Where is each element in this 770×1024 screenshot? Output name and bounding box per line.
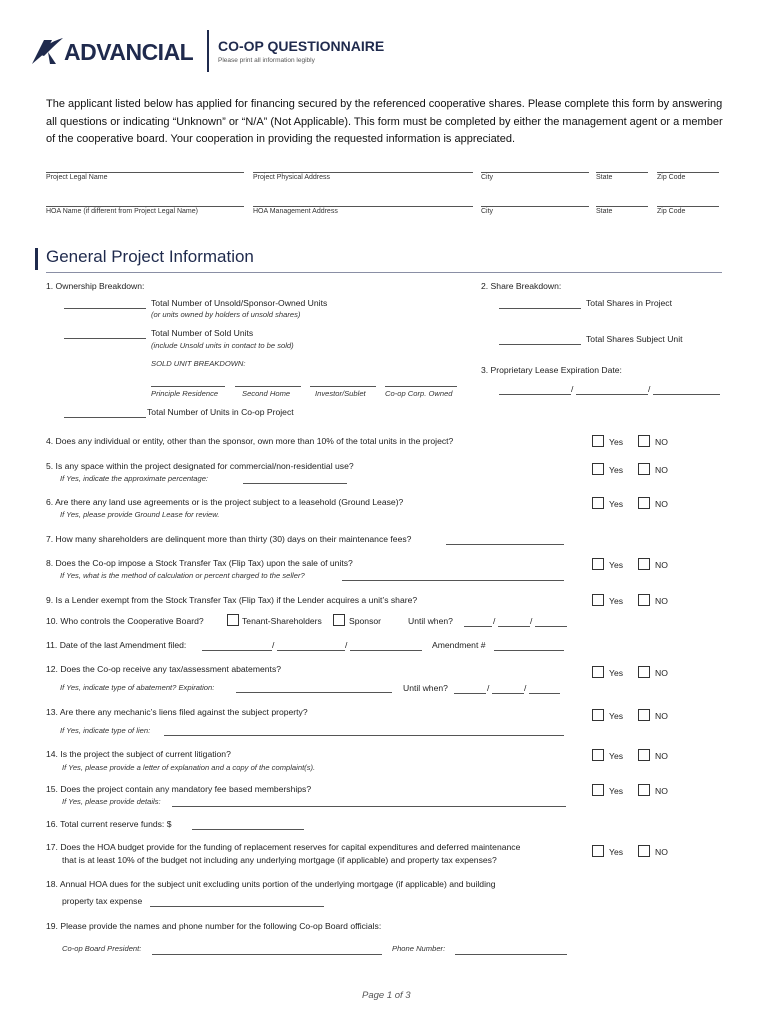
q5-yes-checkbox[interactable] — [592, 463, 604, 475]
yes-label: Yes — [609, 560, 624, 570]
q10-text: 10. Who controls the Cooperative Board? — [46, 616, 204, 626]
lease-year-input[interactable] — [653, 393, 720, 395]
state-field[interactable] — [596, 205, 648, 207]
q18-input[interactable] — [150, 905, 324, 907]
sold-units-label: Total Number of Sold Units — [151, 328, 254, 338]
q6-text: 6. Are there any land use agreements or is the project subject to a leasehold (Ground Lease)? — [46, 497, 404, 507]
date-slash: / — [345, 640, 348, 650]
principle-residence-input[interactable] — [151, 385, 225, 387]
tenant-shareholders-label: Tenant-Shareholders — [242, 616, 322, 626]
q13-no-checkbox[interactable] — [638, 709, 650, 721]
q9-no-checkbox[interactable] — [638, 594, 650, 606]
no-label: NO — [655, 711, 668, 721]
q7-input[interactable] — [446, 543, 564, 545]
yes-label: Yes — [609, 786, 624, 796]
yes-label: Yes — [609, 711, 624, 721]
q11-amendment-input[interactable] — [494, 649, 564, 651]
q19-phone-label: Phone Number: — [392, 944, 446, 953]
q8-no-checkbox[interactable] — [638, 558, 650, 570]
city-field[interactable] — [481, 171, 589, 173]
section-bar — [35, 248, 38, 270]
q11-month-input[interactable] — [202, 649, 272, 651]
field-label: City — [481, 208, 494, 215]
q11-text: 11. Date of the last Amendment filed: — [46, 640, 187, 650]
category-label: Second Home — [242, 389, 291, 398]
q10-year-input[interactable] — [535, 625, 567, 627]
q13-input[interactable] — [164, 734, 564, 736]
q12-year-input[interactable] — [529, 692, 560, 694]
president-name-input[interactable] — [152, 953, 382, 955]
no-label: NO — [655, 786, 668, 796]
president-phone-input[interactable] — [455, 953, 567, 955]
hoa-management-address-field[interactable] — [253, 205, 473, 207]
q8-sub: If Yes, what is the method of calculation or percent charged to the seller? — [60, 571, 305, 580]
zip-field[interactable] — [657, 205, 719, 207]
q12-text: 12. Does the Co-op receive any tax/assessment abatements? — [46, 664, 282, 674]
q15-yes-checkbox[interactable] — [592, 784, 604, 796]
field-label: HOA Name (if different from Project Legal Name) — [46, 208, 198, 215]
field-label: Zip Code — [657, 174, 686, 181]
q19-president-label: Co-op Board President: — [62, 944, 142, 953]
page-title: CO-OP QUESTIONNAIRE — [218, 38, 385, 54]
field-label: State — [596, 174, 613, 181]
date-slash: / — [648, 384, 651, 394]
page-number: Page 1 of 3 — [362, 990, 411, 1001]
field-label: City — [481, 174, 494, 181]
field-label: Project Legal Name — [46, 174, 108, 181]
no-label: NO — [655, 751, 668, 761]
yes-label: Yes — [609, 437, 624, 447]
field-label: Project Physical Address — [253, 174, 331, 181]
q16-text: 16. Total current reserve funds: $ — [46, 819, 172, 829]
yes-label: Yes — [609, 596, 624, 606]
category-label: Investor/Sublet — [315, 389, 366, 398]
q7-text: 7. How many shareholders are delinquent more than thirty (30) days on their maintenance fees? — [46, 534, 412, 544]
date-slash: / — [272, 640, 275, 650]
q9-text: 9. Is a Lender exempt from the Stock Transfer Tax (Flip Tax) if the Lender acquires a unit’s share? — [46, 595, 418, 605]
q5-percentage-input[interactable] — [243, 482, 347, 484]
q12-sub: If Yes, indicate type of abatement? Expiration: — [60, 683, 215, 692]
q12-yes-checkbox[interactable] — [592, 666, 604, 678]
q13-yes-checkbox[interactable] — [592, 709, 604, 721]
q17-no-checkbox[interactable] — [638, 845, 650, 857]
q9-yes-checkbox[interactable] — [592, 594, 604, 606]
q14-sub: If Yes, please provide a letter of explanation and a copy of the complaint(s). — [62, 763, 316, 772]
subject-shares-label: Total Shares Subject Unit — [586, 334, 683, 344]
total-shares-input[interactable] — [499, 307, 581, 309]
q6-sub: If Yes, please provide Ground Lease for review. — [60, 510, 220, 519]
logo — [30, 34, 200, 68]
q10-until-label: Until when? — [408, 616, 453, 626]
date-slash: / — [493, 616, 496, 626]
tenant-shareholders-checkbox[interactable] — [227, 614, 239, 626]
q12-month-input[interactable] — [454, 692, 486, 694]
no-label: NO — [655, 596, 668, 606]
q8-yes-checkbox[interactable] — [592, 558, 604, 570]
header-divider — [207, 30, 209, 72]
q15-sub: If Yes, please provide details: — [62, 797, 161, 806]
project-legal-name-field[interactable] — [46, 171, 244, 173]
logo-text: ADVANCIAL — [64, 39, 194, 65]
advancial-logo-icon — [30, 34, 64, 66]
intro-paragraph: The applicant listed below has applied for financing secured by the referenced cooperative shares. Please complete this form by answering all questions or indicating “Unknown” or “N/A” (Not Applicable). This form must be completed by either the management agent or a member of the cooperative board. Your cooperation in providing the requested information is appreciated. — [46, 98, 723, 145]
q4-text: 4. Does any individual or entity, other than the sponsor, own more than 10% of the total units in the project? — [46, 436, 454, 446]
q14-no-checkbox[interactable] — [638, 749, 650, 761]
no-label: NO — [655, 437, 668, 447]
unsold-units-label: Total Number of Unsold/Sponsor-Owned Units — [151, 298, 328, 308]
date-slash: / — [524, 683, 527, 693]
field-label: State — [596, 208, 613, 215]
q15-no-checkbox[interactable] — [638, 784, 650, 796]
field-label: HOA Management Address — [253, 208, 338, 215]
q11-amendment-label: Amendment # — [432, 640, 486, 650]
q4-no-checkbox[interactable] — [638, 435, 650, 447]
q18-text: 18. Annual HOA dues for the subject unit excluding units portion of the underlying mortgage (if applicable) and building — [46, 879, 496, 889]
q5-no-checkbox[interactable] — [638, 463, 650, 475]
yes-label: Yes — [609, 499, 624, 509]
q12-expiration-input[interactable] — [236, 691, 392, 693]
no-label: NO — [655, 499, 668, 509]
no-label: NO — [655, 560, 668, 570]
q17-text: 17. Does the HOA budget provide for the funding of replacement reserves for capital expenditures and deferred maintenance — [46, 842, 521, 852]
section-title: General Project Information — [46, 247, 254, 266]
section-rule — [46, 272, 722, 273]
q16-reserve-input[interactable] — [192, 828, 304, 830]
sold-unit-breakdown-label: SOLD UNIT BREAKDOWN: — [151, 359, 246, 368]
no-label: NO — [655, 668, 668, 678]
q10-day-input[interactable] — [498, 625, 530, 627]
page-subtitle: Please print all information legibly — [218, 57, 315, 64]
q17-text-cont: that is at least 10% of the budget not including any underlying mortgage (if applicable) and property tax expenses? — [62, 855, 497, 865]
sponsor-label: Sponsor — [349, 616, 382, 626]
sponsor-checkbox[interactable] — [333, 614, 345, 626]
yes-label: Yes — [609, 668, 624, 678]
q5-text: 5. Is any space within the project designated for commercial/non-residential use? — [46, 461, 354, 471]
lease-month-input[interactable] — [499, 393, 571, 395]
field-label: Zip Code — [657, 208, 686, 215]
q19-text: 19. Please provide the names and phone number for the following Co-op Board officials: — [46, 921, 382, 931]
total-units-input[interactable] — [64, 416, 146, 418]
date-slash: / — [487, 683, 490, 693]
total-units-label: Total Number of Units in Co-op Project — [147, 407, 294, 417]
project-physical-address-field[interactable] — [253, 171, 473, 173]
category-label: Principle Residence — [151, 389, 219, 398]
q13-sub: If Yes, indicate type of lien: — [60, 726, 151, 735]
total-shares-label: Total Shares in Project — [586, 298, 672, 308]
q12-day-input[interactable] — [492, 692, 524, 694]
q11-year-input[interactable] — [350, 649, 422, 651]
q14-text: 14. Is the project the subject of current litigation? — [46, 749, 231, 759]
investor-sublet-input[interactable] — [310, 385, 376, 387]
q6-no-checkbox[interactable] — [638, 497, 650, 509]
q18-text-cont: property tax expense — [62, 896, 143, 906]
state-field[interactable] — [596, 171, 648, 173]
lease-day-input[interactable] — [576, 393, 648, 395]
q6-yes-checkbox[interactable] — [592, 497, 604, 509]
yes-label: Yes — [609, 847, 624, 857]
date-slash: / — [571, 384, 574, 394]
q14-yes-checkbox[interactable] — [592, 749, 604, 761]
q11-day-input[interactable] — [277, 649, 345, 651]
q3-label: 3. Proprietary Lease Expiration Date: — [481, 365, 622, 375]
unsold-units-input[interactable] — [64, 307, 146, 309]
category-label: Co-op Corp. Owned — [385, 389, 453, 398]
city-field[interactable] — [481, 205, 589, 207]
q13-text: 13. Are there any mechanic’s liens filed against the subject property? — [46, 707, 308, 717]
coop-corp-owned-input[interactable] — [385, 385, 457, 387]
unsold-units-note: (or units owned by holders of unsold shares) — [151, 310, 301, 319]
q17-yes-checkbox[interactable] — [592, 845, 604, 857]
sold-units-input[interactable] — [64, 337, 146, 339]
hoa-name-field[interactable] — [46, 205, 244, 207]
yes-label: Yes — [609, 751, 624, 761]
no-label: NO — [655, 465, 668, 475]
q8-input[interactable] — [342, 579, 564, 581]
q15-text: 15. Does the project contain any mandatory fee based memberships? — [46, 784, 312, 794]
date-slash: / — [530, 616, 533, 626]
no-label: NO — [655, 847, 668, 857]
q10-month-input[interactable] — [464, 625, 492, 627]
q15-input[interactable] — [172, 805, 566, 807]
q1-label: 1. Ownership Breakdown: — [46, 281, 145, 291]
q5-sub: If Yes, indicate the approximate percentage: — [60, 474, 209, 483]
zip-field[interactable] — [657, 171, 719, 173]
q12-no-checkbox[interactable] — [638, 666, 650, 678]
sold-units-note: (include Unsold units in contact to be sold) — [151, 341, 294, 350]
q8-text: 8. Does the Co-op impose a Stock Transfer Tax (Flip Tax) upon the sale of units? — [46, 558, 353, 568]
subject-shares-input[interactable] — [499, 343, 581, 345]
q2-label: 2. Share Breakdown: — [481, 281, 562, 291]
second-home-input[interactable] — [235, 385, 301, 387]
yes-label: Yes — [609, 465, 624, 475]
q4-yes-checkbox[interactable] — [592, 435, 604, 447]
q12-until-label: Until when? — [403, 683, 448, 693]
